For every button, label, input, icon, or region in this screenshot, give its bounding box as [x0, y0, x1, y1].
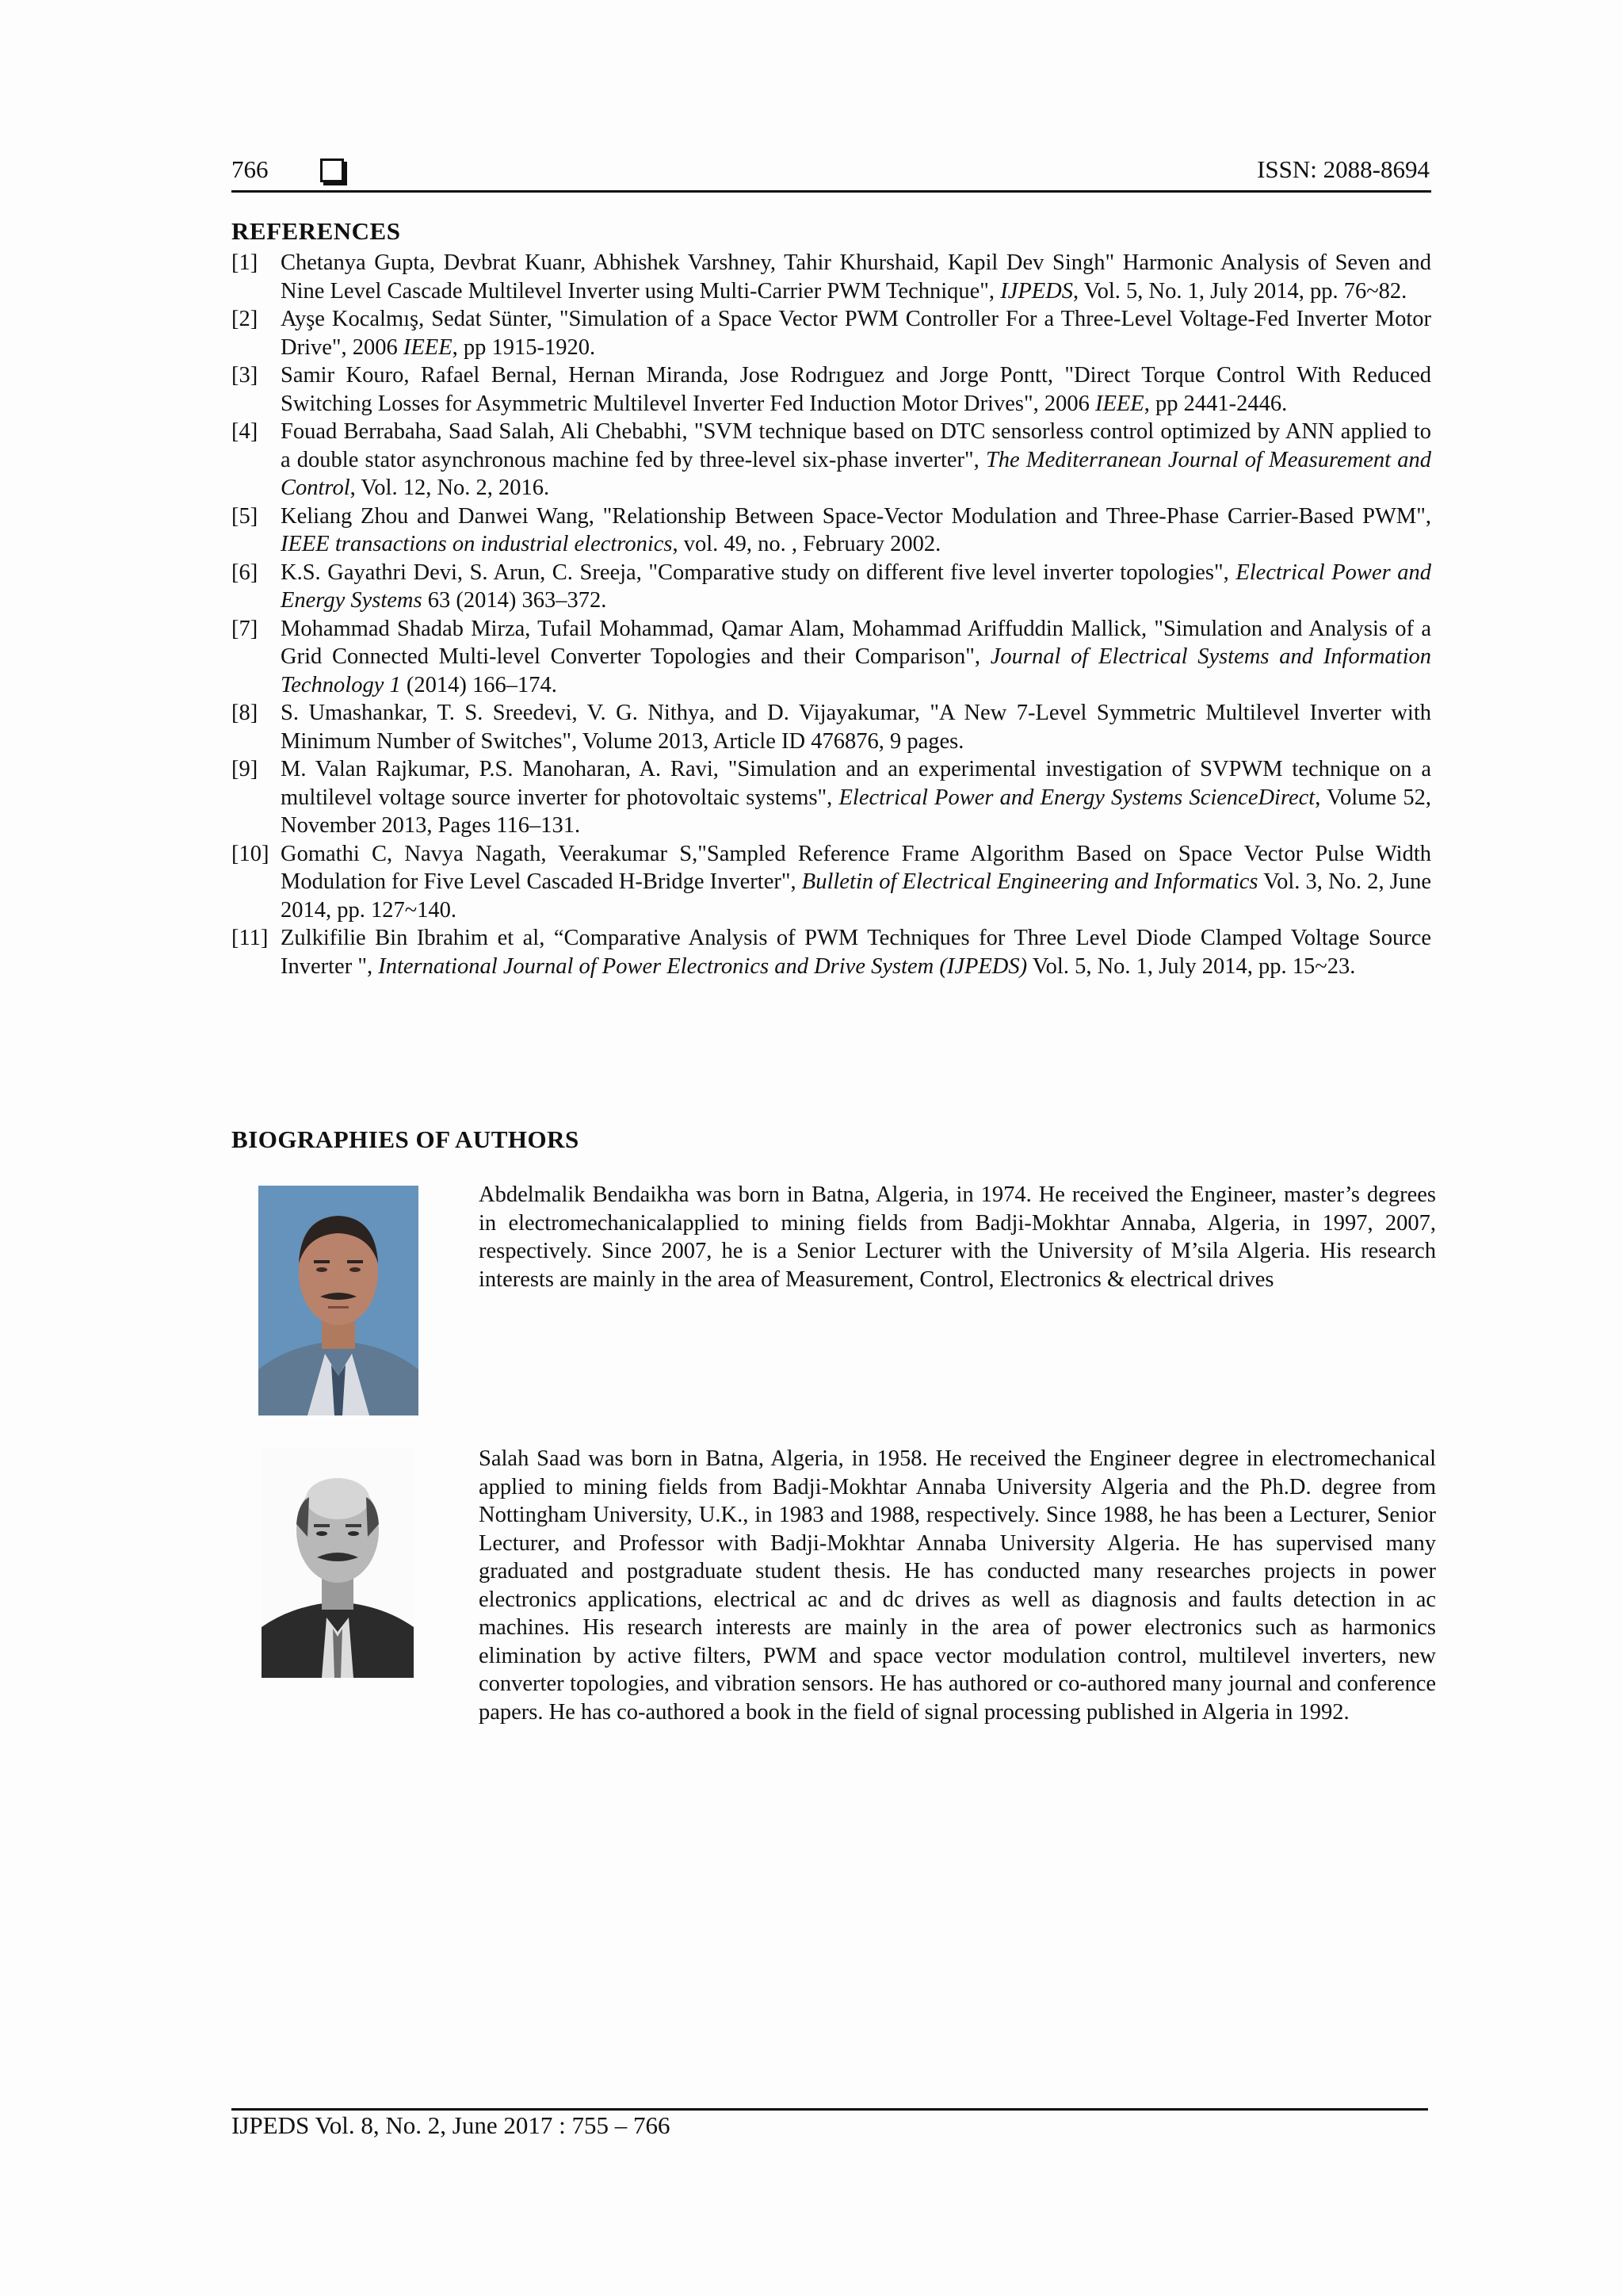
- reference-item: [231, 755, 1431, 840]
- reference-item: [231, 418, 1431, 502]
- author-photo: [258, 1186, 418, 1419]
- reference-tail: , vol. 49, no. , February 2002.: [672, 532, 941, 556]
- reference-number: [9]: [231, 757, 258, 781]
- footer-citation: IJPEDS Vol. 8, No. 2, June 2017 : 755 – 766: [231, 2111, 670, 2139]
- reference-text: Ayşe Kocalmış, Sedat Sünter, "Simulation of a Space Vector PWM Controller For a Three-Level Voltage-Fed Inverter Motor Drive", 2006: [281, 307, 1431, 360]
- reference-text: Zulkifilie Bin Ibrahim et al, “Comparative Analysis of PWM Techniques for Three Level Diode Clamped Voltage Source Inverter ",: [281, 926, 1431, 979]
- reference-text: Fouad Berrabaha, Saad Salah, Ali Chebabhi, "SVM technique based on DTC sensorless control optimized by ANN applied to a double stator asynchronous machine fed by three-level six-phase inverter",: [281, 419, 1431, 472]
- reference-item: [231, 305, 1431, 361]
- reference-text: Samir Kouro, Rafael Bernal, Hernan Miranda, Jose Rodrıguez and Jorge Pontt, "Direct Torque Control With Reduced Switching Losses for Asymmetric Multilevel Inverter Fed Induction Motor Drives", 2006: [281, 363, 1431, 416]
- reference-venue: IJPEDS: [1000, 278, 1073, 304]
- reference-text: Gomathi C, Navya Nagath, Veerakumar S,"Sampled Reference Frame Algorithm Based on Space Vector Pulse Width Modulation for Five Level Cascaded H-Bridge Inverter",: [281, 841, 1431, 894]
- reference-venue: The Mediterranean Journal of Measurement and Control: [281, 447, 1431, 500]
- reference-number: [10]: [231, 841, 269, 866]
- reference-number: [4]: [231, 419, 258, 444]
- reference-venue: Electrical Power and Energy Systems: [281, 560, 1431, 613]
- reference-venue: Bulletin of Electrical Engineering and Informatics: [801, 869, 1258, 894]
- reference-tail: (2014) 166–174.: [400, 672, 557, 697]
- reference-number: [5]: [231, 503, 258, 529]
- reference-number: [2]: [231, 307, 258, 331]
- page-number: 766: [231, 155, 269, 183]
- reference-text: S. Umashankar, T. S. Sreedevi, V. G. Nithya, and D. Vijayakumar, "A New 7-Level Symmetric Multilevel Inverter with Minimum Number of Switches", Volume 2013, Article ID 476876, 9 pages.: [281, 701, 1431, 754]
- author-bio-text: Abdelmalik Bendaikha was born in Batna, Algeria, in 1974. He received the Engineer, master’s degrees in electromechanicalapplied to mining fields from Badji-Mokhtar Annaba, Algeria, in 1997, 2007, respectively. Since 2007, he is a Senior Lecturer with the University of M’sila Algeria. His research interests are mainly in the area of Measurement, Control, Electronics & electrical drives: [479, 1182, 1436, 1292]
- reference-tail: , Vol. 5, No. 1, July 2014, pp. 76~82.: [1072, 278, 1407, 304]
- reference-text: Chetanya Gupta, Devbrat Kuanr, Abhishek Varshney, Tahir Khurshaid, Kapil Dev Singh" Harmonic Analysis of Seven and Nine Level Cascade Multilevel Inverter using Multi-Carrier PWM Technique",: [281, 250, 1431, 304]
- reference-venue: Journal of Electrical Systems and Information Technology 1: [281, 644, 1431, 697]
- reference-number: [7]: [231, 616, 258, 641]
- reference-item: [231, 924, 1431, 980]
- biographies-heading: BIOGRAPHIES OF AUTHORS: [231, 1125, 579, 1153]
- reference-item: [231, 361, 1431, 418]
- reference-tail: , Vol. 12, No. 2, 2016.: [349, 476, 550, 500]
- running-header: [231, 155, 1430, 190]
- reference-tail: 63 (2014) 363–372.: [422, 588, 607, 613]
- reference-tail: , pp 1915-1920.: [452, 334, 596, 360]
- reference-number: [11]: [231, 926, 269, 950]
- references-heading: REFERENCES: [231, 217, 401, 245]
- reference-text: K.S. Gayathri Devi, S. Arun, C. Sreeja, "Comparative study on different five level inverter topologies",: [281, 560, 1236, 585]
- reference-item: [231, 615, 1431, 700]
- reference-number: [1]: [231, 250, 258, 275]
- reference-tail: Vol. 3, No. 2, June 2014, pp. 127~140.: [281, 869, 1432, 923]
- author-bio-text: Salah Saad was born in Batna, Algeria, in 1958. He received the Engineer degree in electromechanical applied to mining fields from Badji-Mokhtar Annaba University Algeria and the Ph.D. degree from Nottingham University, U.K., in 1983 and 1988, respectively. Since 1988, he has been a Lecturer, Senior Lecturer, and Professor with Badji-Mokhtar Annaba University Algeria. He has supervised many graduated and postgraduate student thesis. He has conducted many researches projects in power electronics applications, electrical ac and dc drives as well as diagnosis and faults detection in ac machines. His research interests are mainly in the area of power electronics such as harmonics elimination by active filters, PWM and space vector modulation control, multilevel inverters, new converter topologies, and vibration sensors. He has authored or co-authored many journal and conference papers. He has co-authored a book in the field of signal processing published in Algeria in 1992.: [479, 1446, 1436, 1725]
- reference-venue: Electrical Power and Energy Systems ScienceDirect: [838, 785, 1316, 810]
- reference-text: Mohammad Shadab Mirza, Tufail Mohammad, Qamar Alam, Mohammad Ariffuddin Mallick, "Simulation and Analysis of a Grid Connected Multi-level Converter Topologies and their Comparison",: [281, 616, 1431, 669]
- reference-tail: , Volume 52, November 2013, Pages 116–131.: [281, 785, 1431, 838]
- reference-venue: IEEE transactions on industrial electronics: [281, 532, 673, 556]
- reference-venue: IEEE: [1094, 391, 1144, 416]
- author-photo: [262, 1448, 414, 1682]
- reference-tail: , pp 2441-2446.: [1144, 391, 1288, 416]
- square-bullet-icon: [320, 159, 344, 182]
- reference-number: [8]: [231, 701, 258, 725]
- reference-text: Keliang Zhou and Danwei Wang, "Relationship Between Space-Vector Modulation and Three-Phase Carrier-Based PWM",: [281, 503, 1431, 529]
- reference-number: [3]: [231, 363, 258, 388]
- reference-item: [231, 699, 1431, 755]
- reference-venue: IEEE: [403, 334, 453, 360]
- issn: ISSN: 2088-8694: [1257, 155, 1430, 183]
- reference-tail: Vol. 5, No. 1, July 2014, pp. 15~23.: [1027, 953, 1356, 979]
- reference-number: [6]: [231, 560, 258, 585]
- reference-venue: International Journal of Power Electronics and Drive System (IJPEDS): [378, 953, 1028, 979]
- header-rule: [231, 190, 1431, 193]
- reference-item: [231, 840, 1431, 925]
- reference-item: [231, 249, 1431, 305]
- reference-item: [231, 502, 1431, 559]
- reference-list: [231, 249, 1431, 980]
- footer-rule: [231, 2108, 1428, 2111]
- reference-item: [231, 559, 1431, 615]
- reference-text: M. Valan Rajkumar, P.S. Manoharan, A. Ravi, "Simulation and an experimental investigation of SVPWM technique on a multilevel voltage source inverter for photovoltaic systems",: [281, 757, 1431, 810]
